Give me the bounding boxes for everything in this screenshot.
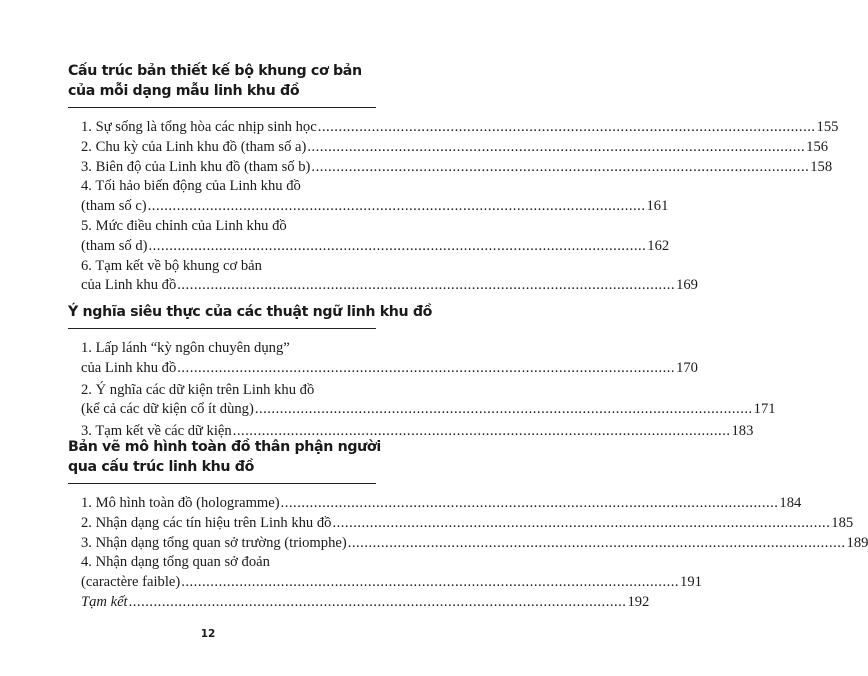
toc-page-number: 161 xyxy=(646,198,669,215)
leader-dots: ........................................................................................................................ xyxy=(128,593,627,610)
toc-entry-text: 5. Mức điều chỉnh của Linh khu đồ xyxy=(81,217,287,234)
toc-entry[interactable] xyxy=(81,138,829,158)
section-title xyxy=(68,302,433,322)
leader-dots: ........................................................................................................................ xyxy=(347,534,846,551)
toc-page-number: 155 xyxy=(816,119,839,135)
toc-entry[interactable] xyxy=(81,217,670,257)
toc-entry[interactable] xyxy=(81,118,839,138)
leader-dots: ........................................................................................................................ xyxy=(280,495,779,511)
leader-dots: ........................................................................................................................ xyxy=(311,158,810,175)
section-title xyxy=(68,61,376,101)
toc-entry-text: 1. Mô hình toàn đồ (hologramme) xyxy=(81,495,280,511)
leader-dots: ........................................................................................................................ xyxy=(181,574,680,591)
toc-entry[interactable] xyxy=(81,534,868,554)
toc-entry-text: 2. Chu kỳ của Linh khu đồ (tham số a) xyxy=(81,138,307,155)
toc-entry[interactable] xyxy=(81,593,650,613)
section-divider xyxy=(68,107,376,108)
toc-entry-text: 3. Nhận dạng tổng quan sở trường (triomphe) xyxy=(81,534,347,551)
section-title-line: Cấu trúc bản thiết kế bộ khung cơ bản xyxy=(68,63,362,79)
section-title-line: qua cấu trúc linh khu đồ xyxy=(68,459,254,475)
toc-page-number: 185 xyxy=(831,514,854,531)
toc-entry-text: 3. Biên độ của Linh khu đồ (tham số b) xyxy=(81,158,311,175)
toc-entry-text: Tạm kết xyxy=(81,593,128,610)
toc-page-number: 184 xyxy=(779,495,802,511)
toc-entry-text: 2. Nhận dạng các tín hiệu trên Linh khu đồ xyxy=(81,514,332,531)
section-title-line: của mỗi dạng mẫu linh khu đồ xyxy=(68,83,300,99)
leader-dots: ........................................................................................................................ xyxy=(254,401,753,418)
toc-entry[interactable] xyxy=(81,381,776,421)
leader-dots: ........................................................................................................................ xyxy=(317,119,816,135)
toc-entry-text-cont: (tham số c) xyxy=(81,198,147,215)
toc-section-structure xyxy=(68,61,839,296)
toc-page-number: 170 xyxy=(676,359,698,376)
toc-page-number: 171 xyxy=(753,401,776,418)
page-number: 12 xyxy=(200,628,216,640)
toc-page-number: 191 xyxy=(680,574,702,591)
toc-entries xyxy=(81,339,776,442)
toc-entry[interactable] xyxy=(81,339,698,379)
leader-dots: ........................................................................................................................ xyxy=(332,514,831,531)
toc-page-number: 192 xyxy=(627,593,650,610)
toc-entry-text: 4. Tối hảo biến động của Linh khu đồ xyxy=(81,178,301,195)
toc-entry-text-cont: (kể cả các dữ kiện cổ ít dùng) xyxy=(81,401,254,418)
leader-dots: ........................................................................................................................ xyxy=(177,277,676,294)
toc-entry[interactable] xyxy=(81,257,698,297)
leader-dots: ........................................................................................................................ xyxy=(177,359,676,376)
toc-page-number: 156 xyxy=(806,138,829,155)
toc-entry-text: 4. Nhận dạng tổng quan sở đoản xyxy=(81,554,270,571)
toc-entry-text: 3. Tạm kết về các dữ kiện xyxy=(81,423,232,440)
leader-dots: ........................................................................................................................ xyxy=(148,237,647,254)
toc-entry[interactable] xyxy=(81,158,833,178)
section-title-line: Bản vẽ mô hình toàn đồ thân phận người xyxy=(68,439,381,455)
toc-page-number: 169 xyxy=(676,277,698,294)
toc-page-number: 158 xyxy=(810,158,833,175)
leader-dots: ........................................................................................................................ xyxy=(147,198,646,215)
toc-entry[interactable] xyxy=(81,494,802,514)
toc-entry-text: 6. Tạm kết về bộ khung cơ bản xyxy=(81,257,262,274)
toc-page-number: 189 xyxy=(846,534,868,551)
toc-entry-text-cont: (caractère faible) xyxy=(81,574,181,591)
toc-entries xyxy=(81,118,839,296)
leader-dots: ........................................................................................................................ xyxy=(307,138,806,155)
section-divider xyxy=(68,328,376,329)
toc-entry[interactable] xyxy=(81,177,669,217)
toc-entry[interactable] xyxy=(81,514,854,534)
toc-entry-text: 2. Ý nghĩa các dữ kiện trên Linh khu đồ xyxy=(81,381,315,398)
toc-entries xyxy=(81,494,868,613)
toc-page-number: 162 xyxy=(647,237,670,254)
leader-dots: ........................................................................................................................ xyxy=(232,423,731,440)
toc-entry-text-cont: (tham số d) xyxy=(81,237,148,254)
toc-section-terminology xyxy=(68,302,776,442)
toc-entry-text: 1. Lấp lánh “kỳ ngôn chuyên dụng” xyxy=(81,340,290,356)
section-title-line: Ý nghĩa siêu thực của các thuật ngữ linh khu đồ xyxy=(68,304,433,320)
toc-section-hologram xyxy=(68,437,868,613)
toc-entry-text: 1. Sự sống là tổng hòa các nhịp sinh học xyxy=(81,119,317,135)
toc-page-number: 183 xyxy=(731,423,754,440)
toc-entry-text-cont: của Linh khu đồ xyxy=(81,359,177,376)
toc-entry-text-cont: của Linh khu đồ xyxy=(81,277,177,294)
section-divider xyxy=(68,483,376,484)
section-title xyxy=(68,437,381,477)
toc-entry[interactable] xyxy=(81,553,702,593)
